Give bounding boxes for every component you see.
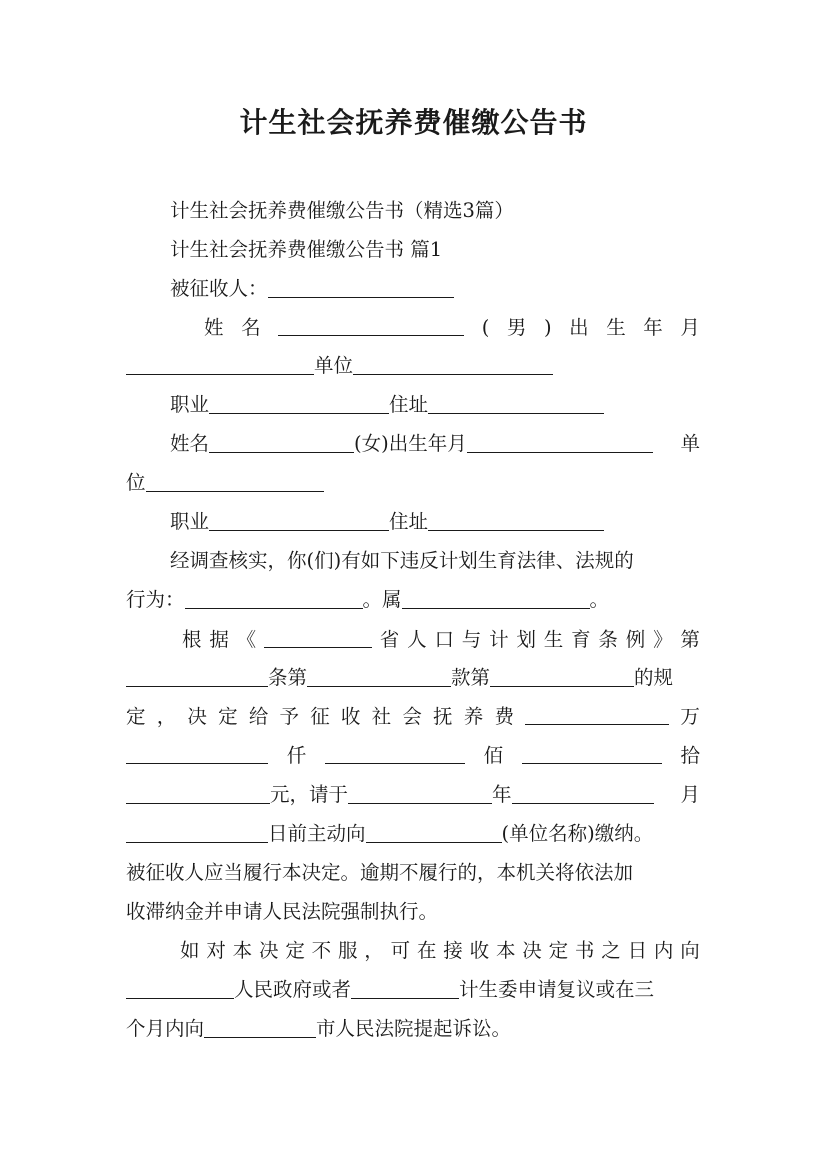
- decision-char: 例: [625, 628, 646, 651]
- appeal-char: 之: [601, 939, 621, 962]
- male-job-line: [170, 392, 604, 418]
- court-label: 市人民法院提起诉讼。: [316, 1017, 512, 1040]
- male-occupation-blank: [209, 393, 389, 414]
- decision-char: 省: [379, 628, 400, 651]
- finding-line-1: 经调查核实，你(们)有如下违反计划生育法律、法规的: [170, 549, 634, 572]
- appeal-char: 决: [522, 939, 542, 962]
- male-birth-char: 年: [643, 316, 663, 339]
- court-blank: [204, 1017, 316, 1038]
- female-name-line: [170, 431, 700, 457]
- decision-char: 与: [461, 628, 482, 651]
- decision-char: 人: [407, 628, 427, 651]
- decision-char: 条: [598, 628, 618, 651]
- decision-char: 《: [236, 628, 257, 651]
- decision-char: 划: [516, 628, 536, 651]
- appeal-char: 向: [680, 939, 700, 962]
- payee-label: 被征收人：: [170, 277, 268, 300]
- male-name-line: [204, 315, 700, 341]
- decision-char: 收: [340, 705, 361, 728]
- bai-blank: [325, 743, 465, 764]
- unit-name-blank: [366, 822, 502, 843]
- male-unit-line: [126, 353, 553, 379]
- male-gender-char: (: [481, 316, 490, 339]
- shi-label: 拾: [680, 744, 700, 767]
- decision-line-8: 收滞纳金并申请人民法院强制执行。: [126, 900, 439, 923]
- decision-line-4: [126, 743, 700, 769]
- male-address-label: 住址: [389, 393, 429, 416]
- appeal-char: 本: [495, 939, 516, 962]
- appeal-char: 决: [258, 939, 279, 962]
- decision-char: 征: [310, 705, 330, 728]
- decision-char: 定: [126, 705, 146, 728]
- female-job-line: [170, 509, 604, 535]
- court-prefix: 个月内向: [126, 1017, 205, 1040]
- decision-line-1: [182, 627, 700, 653]
- male-address-blank: [428, 393, 604, 414]
- appeal-char: 对: [206, 939, 226, 962]
- month-blank: [512, 783, 654, 804]
- page-title: 计生社会抚养费催缴公告书: [239, 106, 588, 139]
- male-gender-char: 男: [506, 316, 527, 339]
- decision-char: 会: [402, 705, 422, 728]
- decision-char: 费: [494, 705, 514, 728]
- female-address-label: 住址: [389, 510, 429, 533]
- finding-belongs-label: 。属: [362, 588, 402, 611]
- decision-line-7: 被征收人应当履行本决定。逾期不履行的，本机关将依法加: [126, 861, 634, 884]
- appeal-char: 可: [390, 939, 411, 962]
- female-occupation-blank: [209, 510, 389, 531]
- qian-label: 仟: [286, 744, 307, 767]
- commission-blank: [351, 978, 459, 999]
- review-label: 计生委申请复议或在三: [459, 978, 655, 1001]
- qian-blank: [126, 743, 268, 764]
- shi-blank: [522, 743, 662, 764]
- appeal-line-1: [180, 938, 700, 964]
- article-blank: [126, 666, 268, 687]
- appeal-char: 收: [469, 939, 490, 962]
- appeal-char: 定: [285, 939, 305, 962]
- male-unit-label: 单位: [314, 354, 354, 377]
- decision-char: 生: [543, 628, 564, 651]
- wan-label: 万: [680, 705, 700, 728]
- article-label: 条第: [268, 666, 308, 689]
- female-address-blank: [428, 510, 604, 531]
- appeal-line-2: [126, 977, 654, 1003]
- male-name-blank: [278, 315, 464, 336]
- decision-line-2: [126, 665, 673, 691]
- clause-blank: [307, 666, 451, 687]
- male-birth-char: 生: [606, 316, 626, 339]
- male-name-char: 姓: [204, 316, 224, 339]
- decision-char: 养: [463, 705, 484, 728]
- decision-char: 据: [209, 628, 229, 651]
- appeal-char: 如: [180, 939, 200, 962]
- pay-to-label: 日前主动向: [268, 822, 366, 845]
- finding-behavior-label: 行为：: [126, 588, 185, 611]
- decision-char: ，: [156, 705, 177, 728]
- male-unit-blank: [353, 354, 553, 375]
- male-occupation-label: 职业: [170, 393, 210, 416]
- appeal-char: 本: [232, 939, 253, 962]
- day-blank: [126, 822, 268, 843]
- government-blank: [126, 978, 234, 999]
- appeal-char: 接: [443, 939, 463, 962]
- province-blank: [264, 627, 372, 648]
- month-label: 月: [680, 783, 700, 806]
- pay-unit-label: (单位名称)缴纳。: [501, 822, 654, 845]
- article-heading: 计生社会抚养费催缴公告书 篇1: [170, 238, 443, 261]
- decision-char: 给: [248, 705, 269, 728]
- finding-category-blank: [402, 588, 590, 609]
- clause-label: 款第: [451, 666, 491, 689]
- finding-end: 。: [589, 588, 610, 611]
- male-name-char: 名: [241, 316, 261, 339]
- decision-char: 口: [434, 628, 454, 651]
- finding-behavior-blank: [185, 588, 363, 609]
- decision-char: 》: [653, 628, 673, 651]
- male-birth-char: 出: [569, 316, 589, 339]
- female-name-blank: [209, 432, 354, 453]
- female-unit-char: 单: [680, 432, 700, 455]
- appeal-char: 内: [653, 939, 674, 962]
- appeal-char: 在: [416, 939, 437, 962]
- yuan-label: 元，请于: [270, 783, 349, 806]
- decision-char: 决: [187, 705, 207, 728]
- decision-line-5: [126, 782, 700, 808]
- decision-line-3: [126, 704, 700, 730]
- provision-label: 的规: [634, 666, 674, 689]
- male-gender-char: ): [543, 316, 552, 339]
- female-unit-char: 位: [126, 471, 146, 494]
- payee-line: [170, 276, 454, 302]
- decision-char: 根: [182, 628, 202, 651]
- female-occupation-label: 职业: [170, 510, 210, 533]
- payee-blank: [268, 277, 454, 298]
- wan-blank: [525, 704, 669, 725]
- decision-char: 育: [571, 628, 591, 651]
- decision-char: 计: [489, 628, 509, 651]
- appeal-char: ，: [364, 939, 384, 962]
- yuan-blank: [126, 783, 270, 804]
- decision-char: 抚: [433, 705, 453, 728]
- male-birth-blank: [126, 354, 314, 375]
- decision-char: 第: [680, 628, 700, 651]
- appeal-char: 定: [548, 939, 569, 962]
- female-unit-blank: [146, 471, 324, 492]
- appeal-char: 日: [627, 939, 648, 962]
- decision-char: 社: [371, 705, 392, 728]
- year-label: 年: [492, 783, 512, 806]
- appeal-char: 服: [337, 939, 358, 962]
- male-birth-char: 月: [680, 316, 700, 339]
- appeal-char: 不: [311, 939, 332, 962]
- decision-char: 予: [279, 705, 300, 728]
- bai-label: 佰: [483, 744, 504, 767]
- government-label: 人民政府或者: [234, 978, 352, 1001]
- subtitle: 计生社会抚养费催缴公告书（精选3篇）: [170, 199, 514, 222]
- female-name-label: 姓名: [170, 432, 210, 455]
- female-gender-birth: (女)出生年月: [354, 432, 467, 455]
- female-unit-line: [126, 470, 324, 496]
- appeal-line-3: [126, 1016, 511, 1042]
- year-blank: [348, 783, 492, 804]
- finding-line-2: [126, 587, 609, 613]
- decision-line-6: [126, 821, 653, 847]
- appeal-char: 书: [574, 939, 595, 962]
- female-birth-blank: [467, 432, 653, 453]
- decision-char: 定: [218, 705, 238, 728]
- item-blank: [490, 666, 634, 687]
